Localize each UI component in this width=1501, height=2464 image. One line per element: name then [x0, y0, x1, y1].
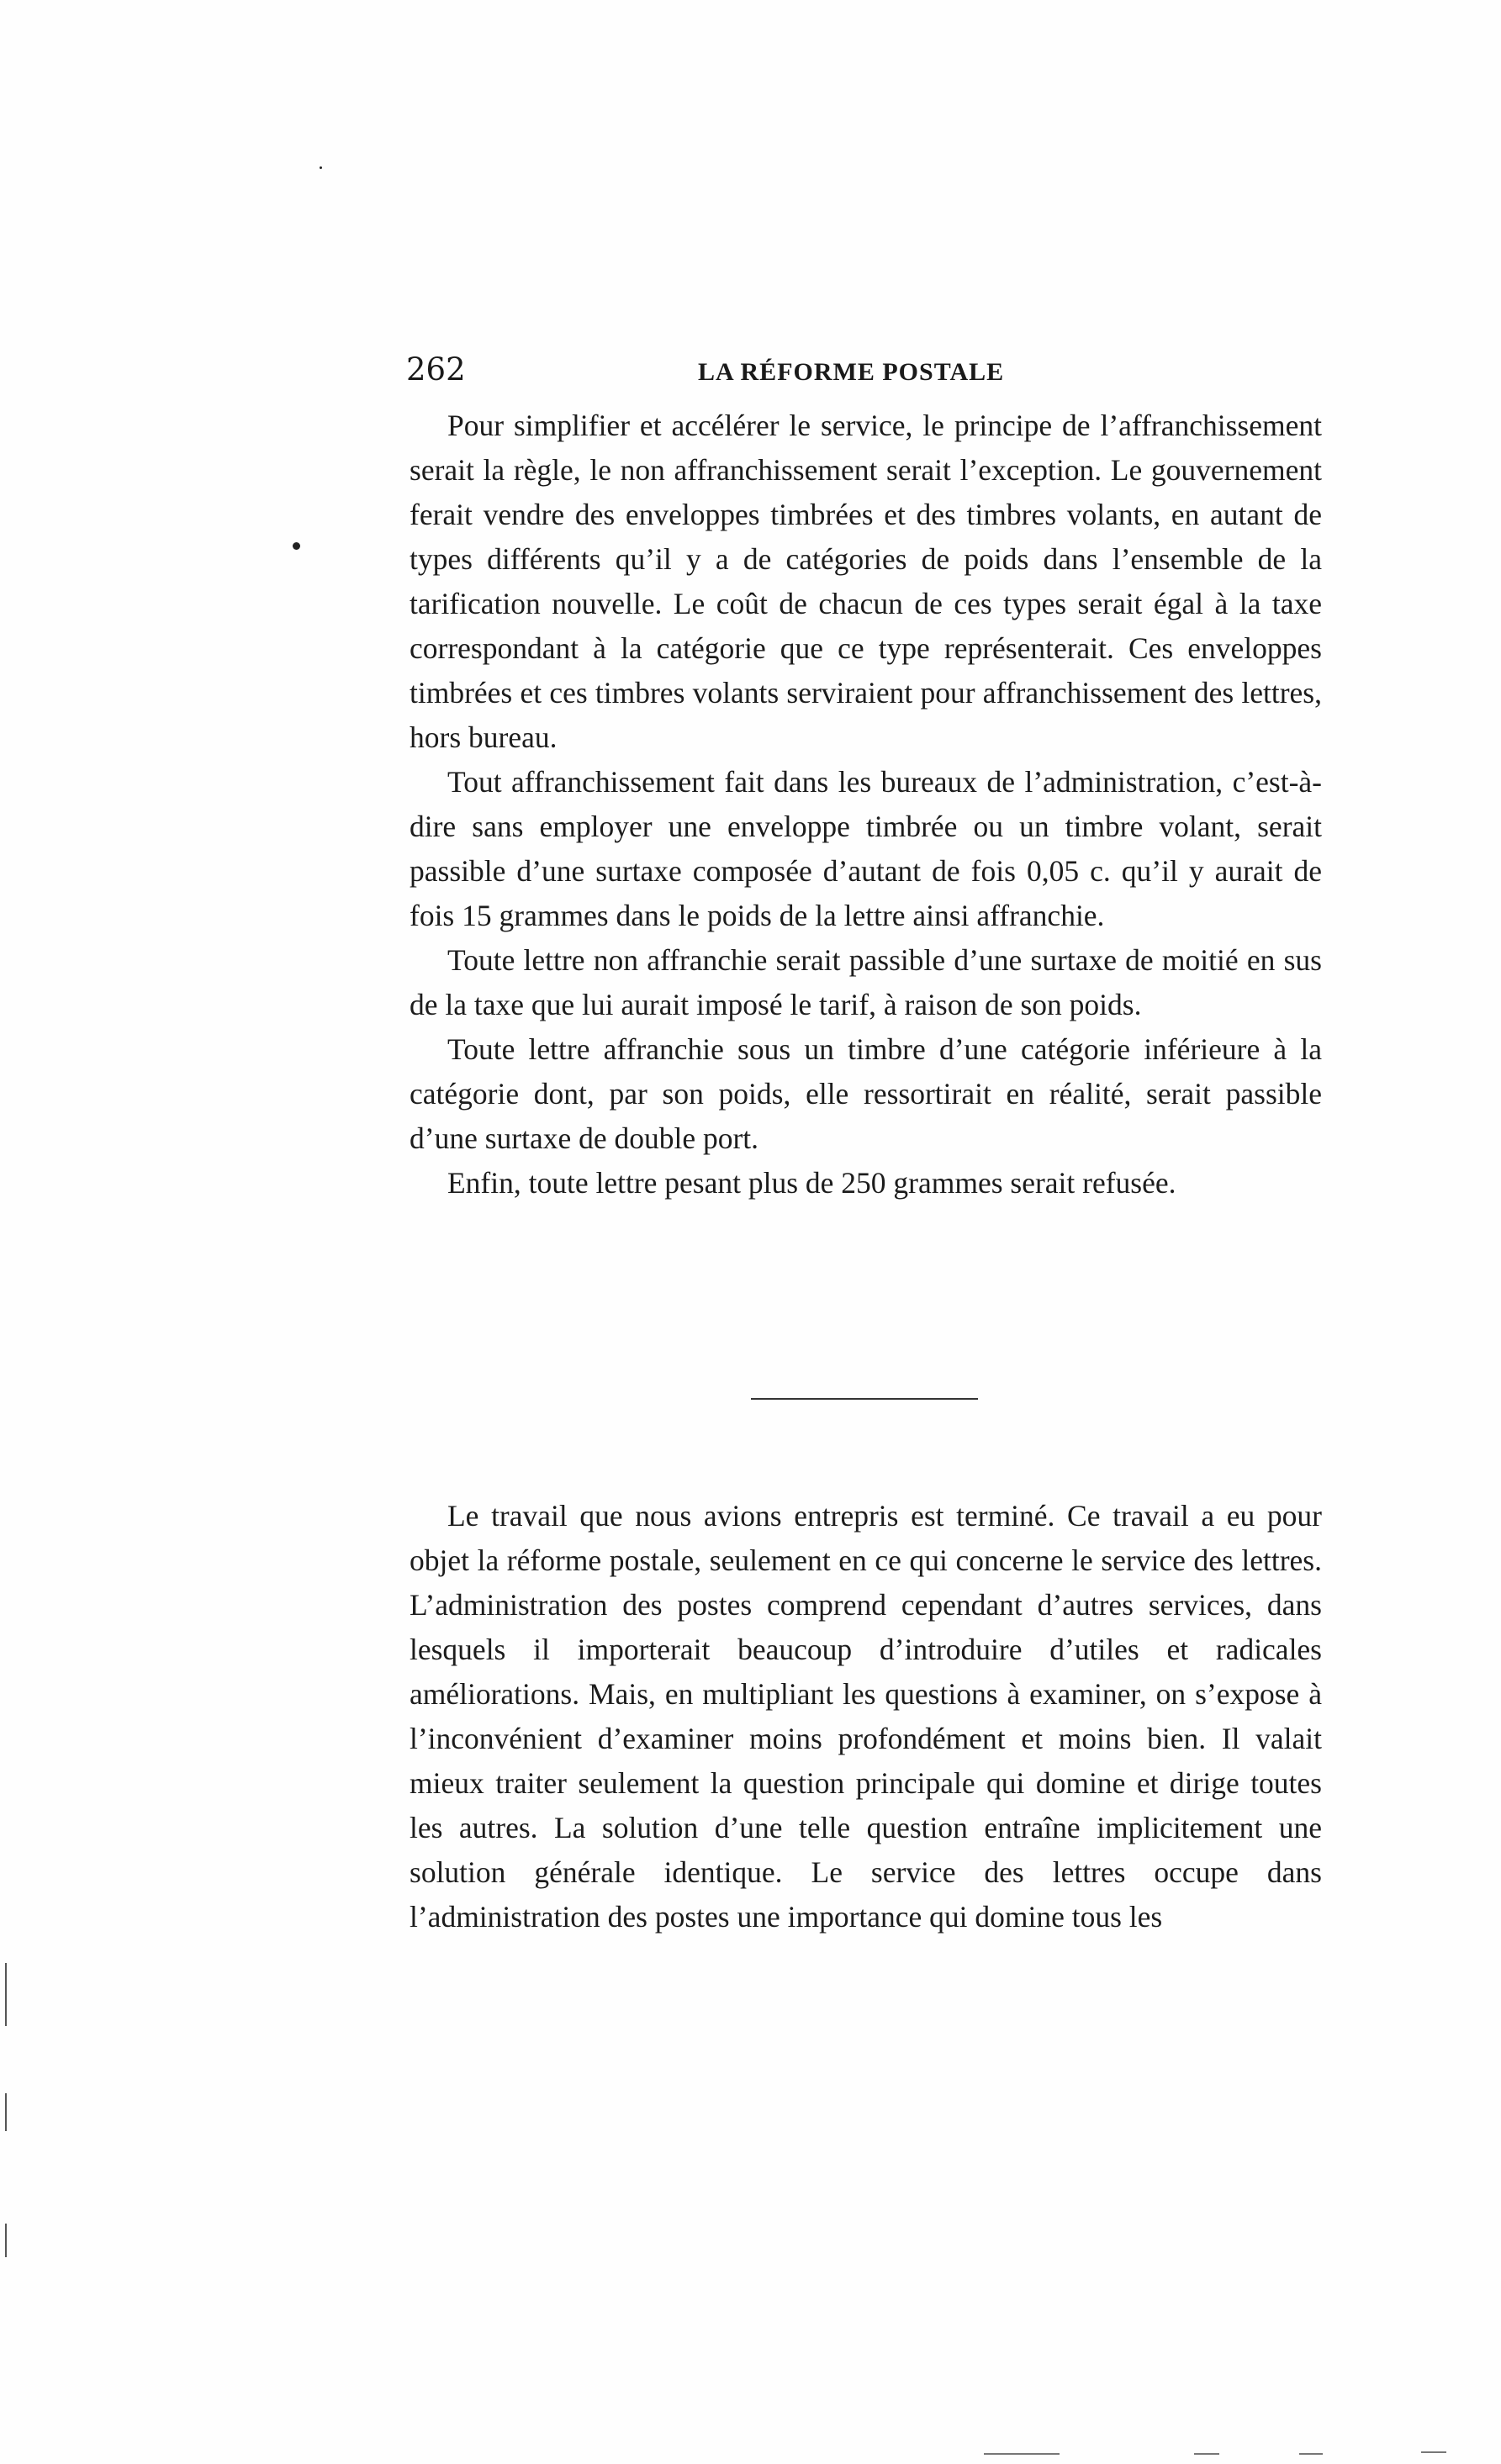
running-title: LA RÉFORME POSTALE — [698, 358, 1005, 386]
ink-speck — [293, 542, 300, 550]
running-head — [406, 351, 1327, 402]
paragraph: Toute lettre affranchie sous un timbre d’une catégorie inférieure à la catégorie dont, par son poids, elle ressortirait en réalité, serait passible d’une surtaxe de double port. — [410, 1032, 1322, 1155]
text-section-conclusion — [410, 1494, 1322, 1939]
paragraph: Le travail que nous avions entrepris est terminé. Ce travail a eu pour objet la réforme postale, seulement en ce qui concerne le service des lettres. L’administration des postes comprend cependant d’autres services, dans lesquels il importerait beaucoup d’introduire d’utiles et radicales améliorations. Mais, en multipliant les questions à examiner, on s’expose à l’inconvénient d’examiner moins profondément et moins bien. Il valait mieux traiter seulement la question principale qui domine et dirige toutes les autres. La solution d’une telle question entraîne implicitement une solution générale identique. Le service des lettres occupe dans l’administration des postes une importance qui domine tous les — [410, 1499, 1322, 1934]
page-number: 262 — [406, 351, 466, 388]
scan-bottom-mark — [1421, 2451, 1446, 2453]
scan-bottom-mark — [1299, 2453, 1323, 2455]
section-separator-rule — [751, 1398, 978, 1400]
paragraph: Toute lettre non affranchie serait passible d’une surtaxe de moitié en sus de la taxe que lui aurait imposé le tarif, à raison de son poids. — [410, 943, 1322, 1021]
paragraph: Tout affranchissement fait dans les bureaux de l’administration, c’est-à-dire sans employer une enveloppe timbrée ou un timbre volant, serait passible d’une surtaxe composée d’autant de fois 0,05 c. qu’il y aurait de fois 15 grammes dans le poids de la lettre ainsi affranchie. — [410, 765, 1322, 932]
paragraph: Pour simplifier et accélérer le service, le principe de l’affranchissement serait la règle, le non affranchissement serait l’exception. Le gouvernement ferait vendre des enveloppes timbrées et des timbres volants, en autant de types différents qu’il y a de catégories de poids dans l’ensemble de la tarification nouvelle. Le coût de chacun de ces types serait égal à la taxe correspondant à la catégorie que ce type représenterait. Ces enveloppes timbrées et ces timbres volants serviraient pour affranchissement des lettres, hors bureau. — [410, 409, 1322, 754]
paragraph: Enfin, toute lettre pesant plus de 250 grammes serait refusée. — [447, 1166, 1176, 1200]
scan-margin-mark — [5, 2224, 7, 2257]
scan-bottom-mark — [1194, 2453, 1219, 2455]
text-section-regulations — [410, 404, 1322, 1206]
scan-margin-mark — [5, 2093, 7, 2131]
ink-speck — [320, 166, 322, 169]
scan-bottom-mark — [984, 2453, 1060, 2455]
scan-margin-mark — [5, 1963, 7, 2026]
